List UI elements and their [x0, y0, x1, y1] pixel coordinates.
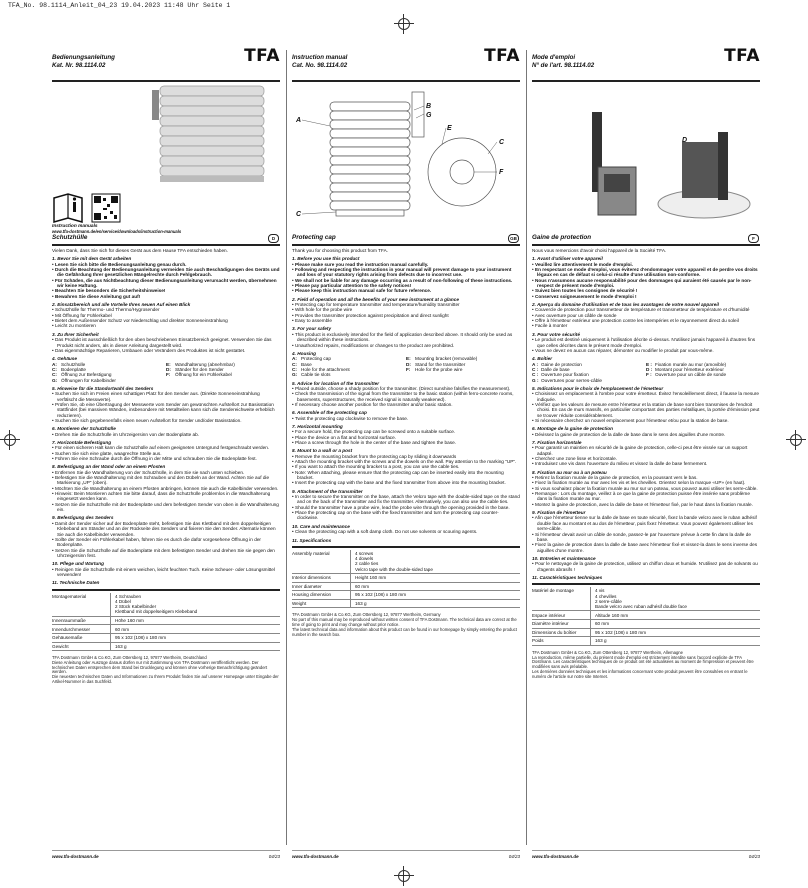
- bullet-item: • Attach the mounting bracket with the screws and the dowels on the wall. Pay attention to the marking "UP".: [292, 459, 520, 464]
- part-cell: Montant pour l'émetteur extérieur: [655, 366, 724, 372]
- bullet-item: • Montez la gaine de protection, avec la dalle de base et l'émetteur fixé, par le haut dans la fixation murale.: [532, 502, 760, 507]
- spec-divider: [52, 589, 280, 591]
- label-f: F: [499, 169, 504, 176]
- bullet-item: • Reinigen Sie die Schutzhülle mit einem weichen, leicht feuchten Tuch. Keine Scheuer- oder Lösungsmittel verwenden!: [52, 567, 280, 578]
- part-cell: E:: [406, 356, 411, 362]
- bullet-item: • Für einen sicheren Halt kann die Schutzhülle auf einem geeigneten Untergrund festgeschraubt werden.: [52, 445, 280, 450]
- label-a: A: [296, 117, 302, 124]
- part-cell: Hole for the attachment: [301, 366, 350, 372]
- bullet-item: • Le produit est destiné uniquement à l'utilisation décrite ci-dessus. N'utilisez jamais l'appareil à d'autres fins que celles décrites dans le présent mode d'emploi.: [532, 337, 760, 348]
- bullet-item: • Place a screw through the hole in the center of the base and tighten the base.: [292, 440, 520, 445]
- section-heading: 10. Entretien et maintenance: [532, 555, 596, 561]
- spec-heading: 11. Technische Daten: [52, 580, 100, 586]
- exploded-diagram: [292, 82, 520, 232]
- bullet-item: • Choisissez un emplacement à l'ombre pour votre émetteur. Évitez l'ensoleillement direct, il fausse la mesure indiquée.: [532, 391, 760, 402]
- website-link[interactable]: www.tfa-dostmann.de: [292, 854, 339, 859]
- spec-cell: Diamètre intérieur: [532, 620, 591, 629]
- part-cell: Mounting bracket (removable): [415, 356, 478, 362]
- bullet-item: • Damit der Sender sicher auf der Bodenplatte steht, befestigen Sie das Klettband mit dem doppelseitigen Klebeband am Ständer und an der Rückseite des Senders und fixieren Sie den Sender. Alternativ können Sie auch die Kabelbinder verwenden.: [52, 521, 280, 537]
- registration-mark: [394, 14, 414, 34]
- parts-list: [52, 362, 280, 383]
- spec-row: [52, 616, 280, 625]
- bullet-item: • Facile à monter: [532, 323, 760, 328]
- part-cell: Hole for the probe wire: [415, 366, 463, 372]
- bullet-item: • Conservez soigneusement le mode d'emploi !: [532, 294, 760, 299]
- bullet-item: • Durch die Beachtung der Bedienungsanleitung vermeiden Sie auch Beschädigungen des Geräts und die Gefährdung Ihrer gesetzlichen Mängelrechte durch Fehlgebrauch.: [52, 267, 280, 278]
- product-figure: [52, 82, 280, 192]
- part-cell: Ouvertures pour serres-câble: [541, 377, 602, 383]
- part-cell: C:: [292, 366, 297, 372]
- footer-note: TFA Dostmann GmbH & Co.KG, Zum Ottersberg 12, 97877 Wertheim, Allemagne La reproduction, même partielle, du présent mode d'emploi est strictement interdite sans l'accord explicite de TFA Dostmann. Les caractéristiques techniques de ce produit ont été actualisées au moment de l'impression et peuvent être modifiées sans avis préalable. Les dernières données techniques et les informations concernant votre produit peuvent être consultées en entrant le numéro de l'article sur notre site Internet.: [532, 649, 754, 679]
- spec-row: [532, 620, 760, 629]
- bullet-item: • Für Schäden, die aus Nichtbeachtung dieser Bedienungsanleitung verursacht werden, übernehmen wir keine Haftung.: [52, 278, 280, 289]
- section-heading: 6. Montieren der Schutzhülle: [52, 426, 116, 432]
- column-divider: [526, 50, 527, 845]
- spec-cell: Gewicht: [52, 642, 111, 651]
- spec-row: [52, 633, 280, 642]
- parts-heading: 4. Boîtier: [532, 356, 553, 362]
- bullet-item: • Entfernen Sie die Wandhalterung von der Schutzhülle, in dem Sie sie nach unten schieben.: [52, 470, 280, 475]
- bullet-item: • Dévissez la gaine de protection de la dalle de base dans le sens des aiguilles d'une montre.: [532, 432, 760, 437]
- bullet-item: • Suchen Sie sich eine glatte, waagrechte Stelle aus.: [52, 451, 280, 456]
- bullet-item: • Drehen Sie die Schutzhülle im Uhrzeigersinn von der Bodenplatte ab.: [52, 432, 280, 437]
- spec-cell: Dimensions du boîtier: [532, 628, 591, 637]
- bullet-item: • Mit Öffnung für Fühlerkabel: [52, 313, 280, 318]
- spec-cell: Interior dimensions: [292, 574, 351, 583]
- bullet-item: • Avec ouverture pour un câble de sonde: [532, 313, 760, 318]
- bullet-item: • Hinweis: Beim Montieren achten Sie bitte darauf, dass die Schutzhülle problemlos in die Wandhalterung eingesetzt werden kann.: [52, 491, 280, 502]
- part-cell: [175, 378, 280, 383]
- spec-cell: 163 g: [111, 642, 281, 651]
- label-c: C: [499, 139, 505, 146]
- bullet-item: • Prüfen Sie, ob eine Übertragung der Messwerte vom Sender am gewünschten Aufstellort zur Basisstation stattfindet (bei massiven Wänden, insbesondere mit Metallteilen kann sich die Sendereichweite erheblich reduzieren).: [52, 402, 280, 418]
- part-cell: Ouverture pour un câble de sonde: [655, 372, 727, 378]
- spec-cell: 60 mm: [591, 620, 761, 629]
- part-cell: Cable tie slots: [301, 372, 331, 378]
- section-heading: 7. Horizontale Befestigung: [52, 440, 112, 445]
- spec-row: [52, 625, 280, 634]
- part-cell: E :: [646, 361, 652, 367]
- part-cell: Protecting cap: [301, 356, 331, 362]
- section-heading: 3. For your safety: [292, 326, 332, 332]
- spec-cell: Housing dimension: [292, 591, 351, 600]
- bullet-item: • Please keep this instruction manual safe for future reference.: [292, 288, 520, 293]
- bullet-item: • Beachten Sie besonders die Sicherheitshinweise!: [52, 288, 280, 293]
- part-cell: C:: [52, 372, 57, 378]
- bullet-item: • Pour le nettoyage de la gaine de protection, utilisez un chiffon doux et humide. N'utilisez pas de solvants ou d'agents abrasifs !: [532, 561, 760, 572]
- spec-table: [292, 550, 520, 609]
- spec-divider: [292, 546, 520, 548]
- bullet-item: • Offre à l'émetteur extérieur une protection contre les intempéries et le rayonnement direct du soleil: [532, 318, 760, 323]
- spec-table: [532, 587, 760, 646]
- intro-text: Vielen Dank, dass Sie sich für dieses Gerät aus dem Hause TFA entschieden haben.: [52, 248, 228, 253]
- print-slug: TFA_No. 98.1114_Anleit_04_23 19.04.2023 11:48 Uhr Seite 1: [8, 2, 231, 9]
- bullet-item: • Si vous souhaitez placer la fixation murale au mur sur un poteau, vous pouvez aussi utiliser les serre-câble.: [532, 486, 760, 491]
- section-heading: 1. Avant d'utiliser votre appareil: [532, 256, 603, 262]
- page-footer: [52, 850, 280, 859]
- spec-heading: 11. Specifications: [292, 537, 332, 543]
- edition-date: 04/23: [508, 854, 520, 859]
- column-french: [532, 46, 760, 870]
- manual-title: Mode d'emploi N° de l'art. 98.1114.02: [532, 54, 595, 69]
- spec-cell: 95 x 102 (108) x 180 mm: [591, 628, 761, 637]
- column-german: [52, 46, 280, 870]
- part-cell: D :: [646, 366, 653, 372]
- spec-cell: Höhe 160 mm: [111, 616, 281, 625]
- bullet-item: • Couvercle de protection pour transmetteur de température et transmetteur de température et d'humidité: [532, 307, 760, 312]
- bullet-item: • Si l'émetteur devait avoir un câble de sonde, passez-le par l'ouverture prévue à cette fin dans la dalle de base.: [532, 532, 760, 543]
- bullet-item: • Suchen Sie sich im Freien einen schattigen Platz für den Sender aus. (Direkte Sonneneinstrahlung verfälscht die Messwerte).: [52, 391, 280, 402]
- bullet-item: • Fixez la gaine de protection dans la dalle de base avec l'émetteur fixé et vissez-la dans le sens inverse des aiguilles d'une montre.: [532, 542, 760, 553]
- spec-row: [532, 628, 760, 637]
- spec-table: [52, 593, 280, 652]
- section-heading: 6. Montage de la gaine de protection: [532, 426, 614, 432]
- bullet-item: • In order to secure the transmitter on the base, attach the Velcro tape with the double-sided tape on the stand and on the back of the transmitter and fix the transmitter. Alternatively, you can also use the cable ties.: [292, 494, 520, 505]
- spec-cell: Montagematerial: [52, 593, 111, 617]
- bullet-item: • Place the protecting cap on the base with the fixed transmitter and turn the protecting cap counter-clockwise.: [292, 510, 520, 521]
- part-cell: Bodenplatte: [61, 366, 87, 372]
- bullet-item: • Should the transmitter have a probe wire, lead the probe wire through the opening provided in the base.: [292, 505, 520, 510]
- bullet-item: • Bietet dem Außensender Schutz vor Niederschlag und direkter Sonneneinstrahlung: [52, 318, 280, 323]
- part-cell: Ouverture pour fixation: [541, 372, 589, 378]
- spec-cell: Poids: [532, 637, 591, 646]
- part-cell: Gaine de protection: [541, 361, 582, 367]
- bullet-item: • Twist the protecting cap clockwise to remove the base.: [292, 416, 520, 421]
- bullet-item: • Protecting cap for temperature transmitter and temperature/humidity transmitter: [292, 302, 520, 307]
- intro-text: Nous vous remercions d'avoir choisi l'appareil de la Société TFA.: [532, 248, 667, 253]
- part-cell: Dalle de base: [541, 366, 570, 372]
- spec-cell: Height 160 mm: [351, 574, 521, 583]
- label-b: B: [426, 103, 432, 110]
- website-link[interactable]: www.tfa-dostmann.de: [532, 854, 579, 859]
- part-cell: A:: [52, 361, 57, 367]
- column-divider: [286, 50, 287, 845]
- bullet-item: • Befestigen Sie die Wandhalterung mit den Schrauben und den Dübeln an der Wand. Achten Sie auf die Markierung „UP“ (oben).: [52, 475, 280, 486]
- spec-cell: Assembly material: [292, 550, 351, 574]
- tfa-logo: TFA: [724, 46, 760, 66]
- part-cell: Ständer für den Sender: [175, 366, 224, 372]
- bullet-item: • Suivez bien toutes les consignes de sécurité !: [532, 288, 760, 293]
- bullet-item: • Note: When attaching, please ensure that the protecting cap can be inserted easily into the mounting bracket.: [292, 470, 520, 481]
- section-heading: 10. Pflege und Wartung: [52, 561, 105, 567]
- part-cell: Öffnung zur Befestigung: [61, 372, 112, 378]
- bullet-item: • Pour garantir un maintien en sécurité de la gaine de protection, celle-ci peut être vissée sur un support adapté.: [532, 445, 760, 456]
- part-cell: C:: [292, 361, 297, 367]
- registration-mark: [0, 430, 20, 450]
- section-title-bar: Protecting cap GB: [292, 234, 520, 246]
- part-cell: Öffnung für ein Fühlerkabel: [175, 372, 232, 378]
- footer-note: TFA Dostmann GmbH & Co.KG, Zum Ottersberg 12, 97877 Wertheim, Deutschland Diese Anleitung oder Auszüge daraus dürfen nur mit Zustimmung von TFA Dostmann veröffentlicht werden. Der technischen Daten entsprechen dem Stand bei Drucklegung und können ohne vorherige Benachrichtigung geändert werden. Die neuesten technischen Daten und Informationen zu Ihrem Produkt finden Sie auf unserer Homepage unter Eingabe der Artikel-Nummer in das Suchfeld.: [52, 655, 279, 685]
- bullet-item: • If necessary choose another position for the transmitter and/or basic station.: [292, 402, 520, 407]
- part-cell: G:: [52, 377, 58, 383]
- bullet-item: • Cherchez une zone lisse et horizontale.: [532, 456, 760, 461]
- part-cell: Fixation murale au mur (amovible): [655, 361, 727, 367]
- bullet-item: • Setzen Sie die Schutzhülle mit der Bodenplatte und dem befestigten Sender von oben in die Wandhalterung ein.: [52, 502, 280, 513]
- manual-book-icon: [52, 192, 122, 224]
- label-c2: C: [296, 211, 302, 218]
- section-heading: 10. Care and maintenance: [292, 523, 350, 529]
- page-footer: [532, 850, 760, 859]
- bullet-item: • Insert the protecting cap with the base and the fixed transmitter from above into the mounting bracket.: [292, 480, 520, 485]
- spec-cell: 163 g: [351, 599, 521, 608]
- bullet-item: • Leicht zu montieren: [52, 323, 280, 328]
- spec-cell: Innenraummaße: [52, 616, 111, 625]
- bullet-item: • Fixez la fixation murale au mur avec les vis et les chevilles. Orientez selon la marque «UP» (en haut).: [532, 480, 760, 485]
- bullet-item: • Sollte der Sender ein Fühlerkabel haben, führen Sie es durch die dafür vorgesehene Öffnung in der Bodenplatte.: [52, 537, 280, 548]
- bullet-item: • Führen Sie eine Schraube durch die Öffnung in der Mitte und schrauben Sie die Bodenplatte fest.: [52, 456, 280, 461]
- footer-note: TFA Dostmann GmbH & Co.KG, Zum Ottersberg 12, 97877 Wertheim, Germany No part of this manual may be reproduced without written consent of TFA Dostmann. The technical data are correct at the time of going to print and may change without prior notice. The latest technical data and information about this product can be found in our homepage by simply entering the product number in the search box.: [292, 612, 517, 637]
- bullet-item: • En respectant ce mode d'emploi, vous éviterez d'endommager votre appareil et de perdre vos droits légaux en cas de défaut si celui-ci résulte d'une utilisation non-conforme.: [532, 267, 760, 278]
- manual-title: Instruction manual Cat. No. 98.1114.02: [292, 54, 348, 69]
- bullet-item: • With hole for the probe wire: [292, 307, 520, 312]
- spec-cell: 60 mm: [351, 582, 521, 591]
- spec-row: [292, 582, 520, 591]
- bullet-item: • Introduisez une vis dans l'ouverture du milieu et vissez la dalle de base fermement.: [532, 461, 760, 466]
- part-cell: F:: [406, 366, 411, 372]
- edition-date: 04/23: [268, 854, 280, 859]
- spec-cell: 60 mm: [111, 625, 281, 634]
- section-heading: 5. Indications pour le choix de l'emplacement de l'émetteur: [532, 385, 664, 391]
- part-cell: Stand for the transmitter: [415, 361, 466, 367]
- bullet-item: • Bewahren Sie diese Anleitung gut auf!: [52, 294, 280, 299]
- section-heading: 9. Fixation de l'émetteur: [532, 510, 586, 516]
- spec-row: [532, 611, 760, 620]
- spec-cell: Weight: [292, 599, 351, 608]
- manual-title: Bedienungsanleitung Kat. Nr. 98.1114.02: [52, 54, 115, 69]
- section-heading: 8. Mount to a wall or a post: [292, 448, 353, 454]
- spec-cell: Espace intérieur: [532, 611, 591, 620]
- part-cell: D:: [406, 361, 411, 367]
- bullet-item: • Afin que l'émetteur tienne sur la dalle de base en toute sécurité, fixez la bande velcro avec le ruban adhésif double face au montant et au dos de l'émetteur, puis fixez l'émetteur. Vous pouvez également utiliser les serre-câble.: [532, 515, 760, 531]
- bullet-item: • Schutzhülle für Thermo- und Thermo/Hygrosender: [52, 307, 280, 312]
- bullet-item: • Lesen Sie sich bitte die Bedienungsanleitung genau durch.: [52, 262, 280, 267]
- bullet-item: • Suchen Sie sich gegebenenfalls einen neuen Aufstellort für Sender und/oder Basisstation.: [52, 418, 280, 423]
- bullet-item: • Provides the transmitter protection against precipitation and direct sunlight: [292, 313, 520, 318]
- spec-cell: Inner diameter: [292, 582, 351, 591]
- bullet-item: • Following and respecting the instructions in your manual will prevent damage to your instrument and loss of your statutory rights arising from defects due to incorrect use.: [292, 267, 520, 278]
- tfa-logo: TFA: [244, 46, 280, 66]
- bullet-item: • Check the transmission of the signal from the transmitter to the basic station (within ferro-concrete rooms, basements, superstructures, the received signal is naturally weakened).: [292, 391, 520, 402]
- spec-row: [292, 550, 520, 574]
- bullet-item: • Placed outside, choose a shady position for the transmitter. (Direct sunshine falsifies the measurement).: [292, 386, 520, 391]
- section-heading: 8. Fixation au mur ou à un poteau: [532, 469, 607, 475]
- spec-divider: [532, 583, 760, 585]
- part-cell: [655, 378, 760, 383]
- spec-cell: 163 g: [591, 637, 761, 646]
- section-title-bar: Gaine de protection F: [532, 234, 760, 246]
- part-cell: Öffnungen für Kabelbinder: [61, 377, 116, 383]
- spec-row: [52, 642, 280, 651]
- bullet-item: • Unauthorized repairs, modifications or changes to the product are prohibited.: [292, 343, 520, 348]
- spec-cell: 4 Schrauben 4 Dübel 2 Stück Kabelbinder Klettband mit doppelseitigem Klebeband: [111, 593, 281, 617]
- section-heading: 3. Zu Ihrer Sicherheit: [52, 331, 99, 337]
- parts-heading: 4. Housing: [292, 350, 316, 356]
- spec-cell: 4 vis 4 chevilles 2 serre-câble Bande velcro avec ruban adhésif double face: [591, 587, 761, 611]
- bullet-item: • Retirez la fixation murale de la gaine de protection, en la poussant vers le bas.: [532, 475, 760, 480]
- edition-date: 04/23: [748, 854, 760, 859]
- label-g: G: [426, 112, 432, 119]
- part-cell: A :: [532, 361, 539, 367]
- bullet-item: • Please make sure you read the instruction manual carefully.: [292, 262, 520, 267]
- tfa-logo: TFA: [484, 46, 520, 66]
- spec-row: [532, 637, 760, 646]
- bullet-item: • If you want to attach the mounting bracket to a post, you can use the cable ties.: [292, 464, 520, 469]
- page-footer: [292, 850, 520, 859]
- parts-heading: 4. Gehäuse: [52, 356, 78, 362]
- spec-cell: Altitude 160 mm: [591, 611, 761, 620]
- column-english: [292, 46, 520, 870]
- part-cell: G:: [292, 372, 298, 378]
- label-d: D: [682, 137, 688, 144]
- part-cell: G :: [532, 377, 539, 383]
- section-heading: 9. Attachment of the transmitter: [292, 488, 363, 494]
- spec-cell: 95 x 102 (108) x 180 mm: [351, 591, 521, 600]
- parts-list: [532, 362, 760, 383]
- label-e: E: [447, 125, 452, 132]
- spec-cell: Matériel de montage: [532, 587, 591, 611]
- manuals-label: Instruction manuals: [52, 224, 98, 229]
- website-link[interactable]: www.tfa-dostmann.de: [52, 854, 99, 859]
- part-cell: [646, 378, 655, 383]
- section-heading: 1. Bevor Sie mit dem Gerät arbeiten: [52, 256, 132, 262]
- spec-cell: 4 screws 4 dowels 2 cable ties Velcro tape with the double-sided tape: [351, 550, 521, 574]
- manual-download-block: [52, 192, 280, 235]
- part-cell: Wandhalterung (abnehmbar): [175, 361, 235, 367]
- bullet-item: • Please pay particular attention to the safety notices!: [292, 283, 520, 288]
- spec-row: [52, 593, 280, 617]
- bullet-item: • Clean the protecting cap with a soft damp cloth. Do not use solvents or scouring agents.: [292, 529, 520, 534]
- bullet-item: • Remarque : Lors du montage, veillez à ce que la gaine de protection puisse être insérée sans problème dans la fixation murale au mur.: [532, 491, 760, 502]
- spec-row: [292, 599, 520, 608]
- spec-row: [292, 591, 520, 600]
- section-heading: 2. Einsatzbereich und alle Vorteile Ihres neuen Auf einen Blick: [52, 302, 191, 308]
- part-cell: [415, 372, 520, 377]
- parts-list: [292, 356, 520, 377]
- section-heading: 8. Befestigung an der Wand oder an einem Pfosten: [52, 464, 166, 470]
- part-cell: F:: [166, 372, 171, 378]
- section-heading: 7. Horizontal mounting: [292, 423, 343, 429]
- column-header: [292, 46, 520, 82]
- spec-heading: 11. Caractéristiques techniques: [532, 574, 603, 580]
- bullet-item: • Vous ne devez en aucun cas réparer, démonter ou modifier le produit par vous-même.: [532, 348, 760, 353]
- bullet-item: • Si nécessaire cherchez un nouvel emplacement pour l'émetteur et/ou pour la station de base.: [532, 418, 760, 423]
- spec-row: [292, 574, 520, 583]
- part-cell: D:: [166, 366, 171, 372]
- spec-cell: 95 x 102 (108) x 180 mm: [111, 633, 281, 642]
- part-cell: [406, 372, 415, 377]
- transmitter-photo: [532, 82, 760, 232]
- section-heading: 1. Before you use this product: [292, 256, 360, 262]
- bullet-item: • Das eigenmächtige Reparieren, Umbauen oder Verändern des Produktes ist nicht gestattet.: [52, 348, 280, 353]
- bullet-item: • Setzen Sie die Schutzhülle auf die Bodenplatte mit dem befestigten Sender und drehen Sie sie gegen den Uhrzeigersinn fest.: [52, 548, 280, 559]
- bullet-item: • Veuillez lire attentivement le mode d'emploi.: [532, 262, 760, 267]
- part-cell: A:: [292, 356, 297, 362]
- bullet-item: • Remove the mounting bracket from the protecting cap by sliding it downwards: [292, 454, 520, 459]
- spec-cell: Innendurchmesser: [52, 625, 111, 634]
- section-heading: 2. Field of operation and all the benefits of your new instrument at a glance: [292, 296, 459, 302]
- part-cell: C:: [52, 366, 57, 372]
- bullet-item: • Das Produkt ist ausschließlich für den oben beschriebenen Einsatzbereich geeignet. Verwenden Sie das Produkt nicht anders, als in dieser Anleitung dargestellt wird.: [52, 337, 280, 348]
- spec-cell: Gehäusemaße: [52, 633, 111, 642]
- bullet-item: • We shall not be liable for any damage occurring as a result of non-following of these instructions.: [292, 278, 520, 283]
- part-cell: [166, 378, 175, 383]
- part-cell: C :: [532, 372, 539, 378]
- bullet-item: • This product is exclusively intended for the field of application described above. It should only be used as described within these instructions.: [292, 332, 520, 343]
- section-heading: 9. Befestigung des Senders: [52, 515, 114, 521]
- intro-text: Thank you for choosing this product from TFA.: [292, 248, 389, 253]
- bullet-item: • Nous n'assumons aucune responsabilité pour des dommages qui auraient été causés par le non-respect de présent mode d'emploi.: [532, 278, 760, 289]
- part-cell: E:: [166, 361, 171, 367]
- section-title-bar: Schutzhülle D: [52, 234, 280, 246]
- bullet-item: • Vérifiez que les valeurs de mesure entre l'émetteur et la station de base sont bien transmises de l'endroit choisi. En cas de murs massifs, en particulier comportant des parties métalliques, la portée d'émission peut se trouver réduite considérablement.: [532, 402, 760, 418]
- spec-row: [532, 587, 760, 611]
- part-cell: Schutzhülle: [61, 361, 86, 367]
- section-heading: 7. Fixation horizontale: [532, 440, 582, 445]
- section-heading: 2. Aperçu du domaine d'utilisation et de tous les avantages de votre nouvel appareil: [532, 302, 719, 308]
- column-header: [532, 46, 760, 82]
- manuals-url[interactable]: www.tfa-dostmann.de/en/service/downloads/instruction-manuals: [52, 229, 182, 235]
- bullet-item: • Place the device on a flat and horizontal surface.: [292, 435, 520, 440]
- section-heading: 3. Pour votre sécurité: [532, 331, 580, 337]
- part-cell: C :: [532, 366, 539, 372]
- section-heading: 5. Hinweise für die Standortwahl des Senders: [52, 385, 154, 391]
- registration-mark: [786, 430, 806, 450]
- bullet-item: • Easy to assemble: [292, 318, 520, 323]
- column-header: [52, 46, 280, 82]
- part-cell: Base: [301, 361, 312, 367]
- section-heading: 5. Advice for location of the transmitter: [292, 380, 380, 386]
- section-heading: 6. Assemble of the protecting cap: [292, 410, 367, 416]
- part-cell: F :: [646, 372, 652, 378]
- bullet-item: • For a secure hold, the protecting cap can be screwed onto a suitable surface.: [292, 429, 520, 434]
- bullet-item: • Möchten Sie die Wandhalterung an einem Pfosten anbringen, können Sie auch die Kabelbinder verwenden.: [52, 486, 280, 491]
